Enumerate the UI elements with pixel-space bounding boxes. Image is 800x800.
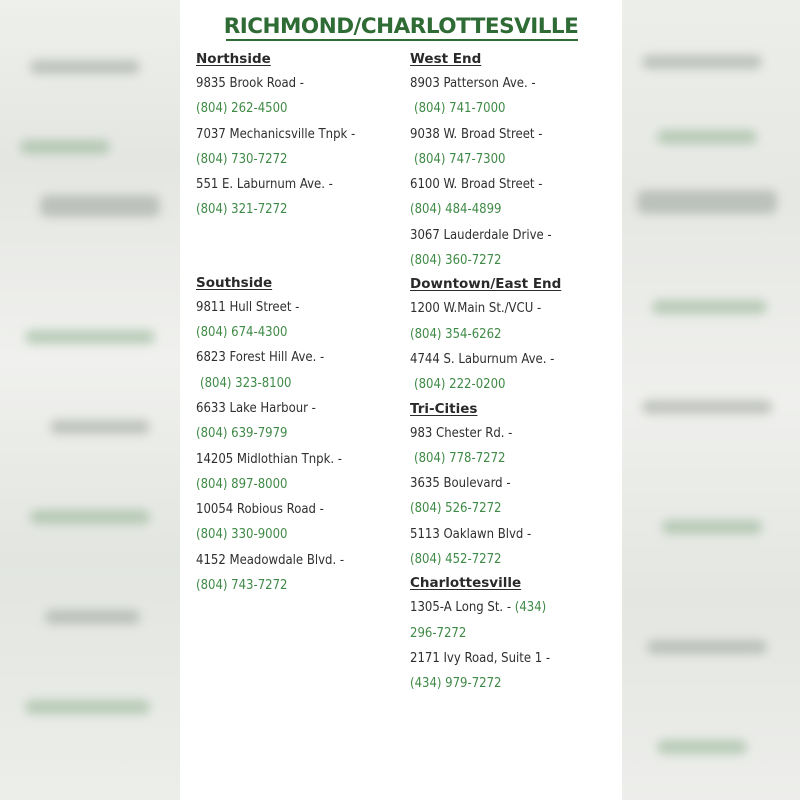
- blur-shape: [637, 190, 777, 214]
- region-southside: [196, 272, 396, 599]
- left-column: [196, 48, 396, 598]
- blur-shape: [50, 420, 150, 434]
- location-address: 983 Chester Rd. -: [410, 425, 513, 441]
- right-column: [410, 48, 615, 697]
- location-address: 4744 S. Laburnum Ave. -: [410, 351, 555, 367]
- blur-shape: [45, 610, 140, 624]
- blurred-background-left: [0, 0, 180, 800]
- location-phone[interactable]: (804) 730-7272: [196, 151, 288, 167]
- region-heading: Downtown/East End: [410, 276, 562, 293]
- region-downtown-east-end: [410, 273, 615, 397]
- blur-shape: [20, 140, 110, 154]
- location-address: 14205 Midlothian Tnpk. -: [196, 451, 343, 467]
- region-heading: Charlottesville: [410, 575, 522, 592]
- region-heading: Northside: [196, 51, 271, 67]
- title-underline: [226, 39, 578, 41]
- blur-shape: [30, 510, 150, 524]
- location-phone[interactable]: (804) 743-7272: [196, 578, 288, 594]
- location-address: 1305-A Long St. -: [410, 600, 512, 616]
- region-northside: [196, 48, 396, 223]
- spacer: [196, 223, 396, 272]
- region-charlottesville: [410, 572, 615, 696]
- location-phone[interactable]: (804) 222-0200: [414, 377, 506, 393]
- location-address: 551 E. Laburnum Ave. -: [196, 177, 333, 193]
- blur-shape: [657, 740, 747, 754]
- location-phone[interactable]: (804) 747-7300: [414, 151, 506, 167]
- region-west-end: [410, 48, 615, 273]
- location-address-line: [410, 595, 615, 620]
- location-phone[interactable]: (434): [514, 600, 547, 616]
- location-address: 10054 Robious Road -: [196, 502, 324, 518]
- location-phone[interactable]: (804) 354-6262: [410, 326, 502, 342]
- location-address: 6823 Forest Hill Ave. -: [196, 350, 325, 366]
- location-phone[interactable]: (804) 330-9000: [196, 527, 288, 543]
- blur-shape: [662, 520, 762, 534]
- location-address: 9038 W. Broad Street -: [410, 126, 543, 142]
- region-tri-cities: [410, 398, 615, 573]
- location-phone[interactable]: (804) 323-8100: [200, 375, 292, 391]
- location-address: 1200 W.Main St./VCU -: [410, 301, 542, 317]
- location-phone[interactable]: (804) 321-7272: [196, 202, 288, 218]
- blurred-background-right: [622, 0, 800, 800]
- location-phone[interactable]: (804) 526-7272: [410, 501, 502, 517]
- location-address: 9835 Brook Road -: [196, 76, 305, 91]
- location-address: 6100 W. Broad Street -: [410, 177, 543, 193]
- page-title: RICHMOND/CHARLOTTESVILLE: [223, 14, 579, 39]
- region-heading: Tri-Cities: [410, 400, 478, 417]
- location-address: 9811 Hull Street -: [196, 299, 300, 315]
- locations-card: [180, 0, 622, 800]
- location-phone[interactable]: (804) 452-7272: [410, 552, 502, 568]
- blur-shape: [30, 60, 140, 74]
- location-address: 4152 Meadowdale Blvd. -: [196, 552, 345, 568]
- location-address: 3067 Lauderdale Drive -: [410, 227, 552, 243]
- blur-shape: [642, 400, 772, 414]
- location-address: 2171 Ivy Road, Suite 1 -: [410, 650, 551, 666]
- location-phone[interactable]: (804) 778-7272: [414, 450, 506, 466]
- blur-shape: [652, 300, 767, 314]
- location-address: 5113 Oaklawn Blvd -: [410, 526, 532, 542]
- location-address: 7037 Mechanicsville Tnpk -: [196, 126, 356, 142]
- location-phone[interactable]: (804) 484-4899: [410, 202, 502, 218]
- location-phone-continued[interactable]: 296-7272: [410, 625, 467, 641]
- blur-shape: [647, 640, 767, 654]
- location-phone[interactable]: (804) 741-7000: [414, 101, 506, 117]
- location-phone[interactable]: (804) 897-8000: [196, 476, 288, 492]
- location-phone[interactable]: (434) 979-7272: [410, 676, 502, 692]
- location-phone[interactable]: (804) 262-4500: [196, 101, 288, 117]
- location-address: 3635 Boulevard -: [410, 476, 511, 492]
- blur-shape: [25, 700, 150, 714]
- location-phone[interactable]: (804) 639-7979: [196, 426, 288, 442]
- location-address: 6633 Lake Harbour -: [196, 400, 316, 416]
- location-phone[interactable]: (804) 360-7272: [410, 253, 502, 269]
- location-phone[interactable]: (804) 674-4300: [196, 325, 288, 341]
- blur-shape: [642, 55, 762, 69]
- region-heading: West End: [410, 51, 482, 67]
- blur-shape: [40, 195, 160, 217]
- location-address: 8903 Patterson Ave. -: [410, 76, 536, 91]
- blur-shape: [657, 130, 757, 144]
- region-heading: Southside: [196, 274, 273, 291]
- blur-shape: [25, 330, 155, 344]
